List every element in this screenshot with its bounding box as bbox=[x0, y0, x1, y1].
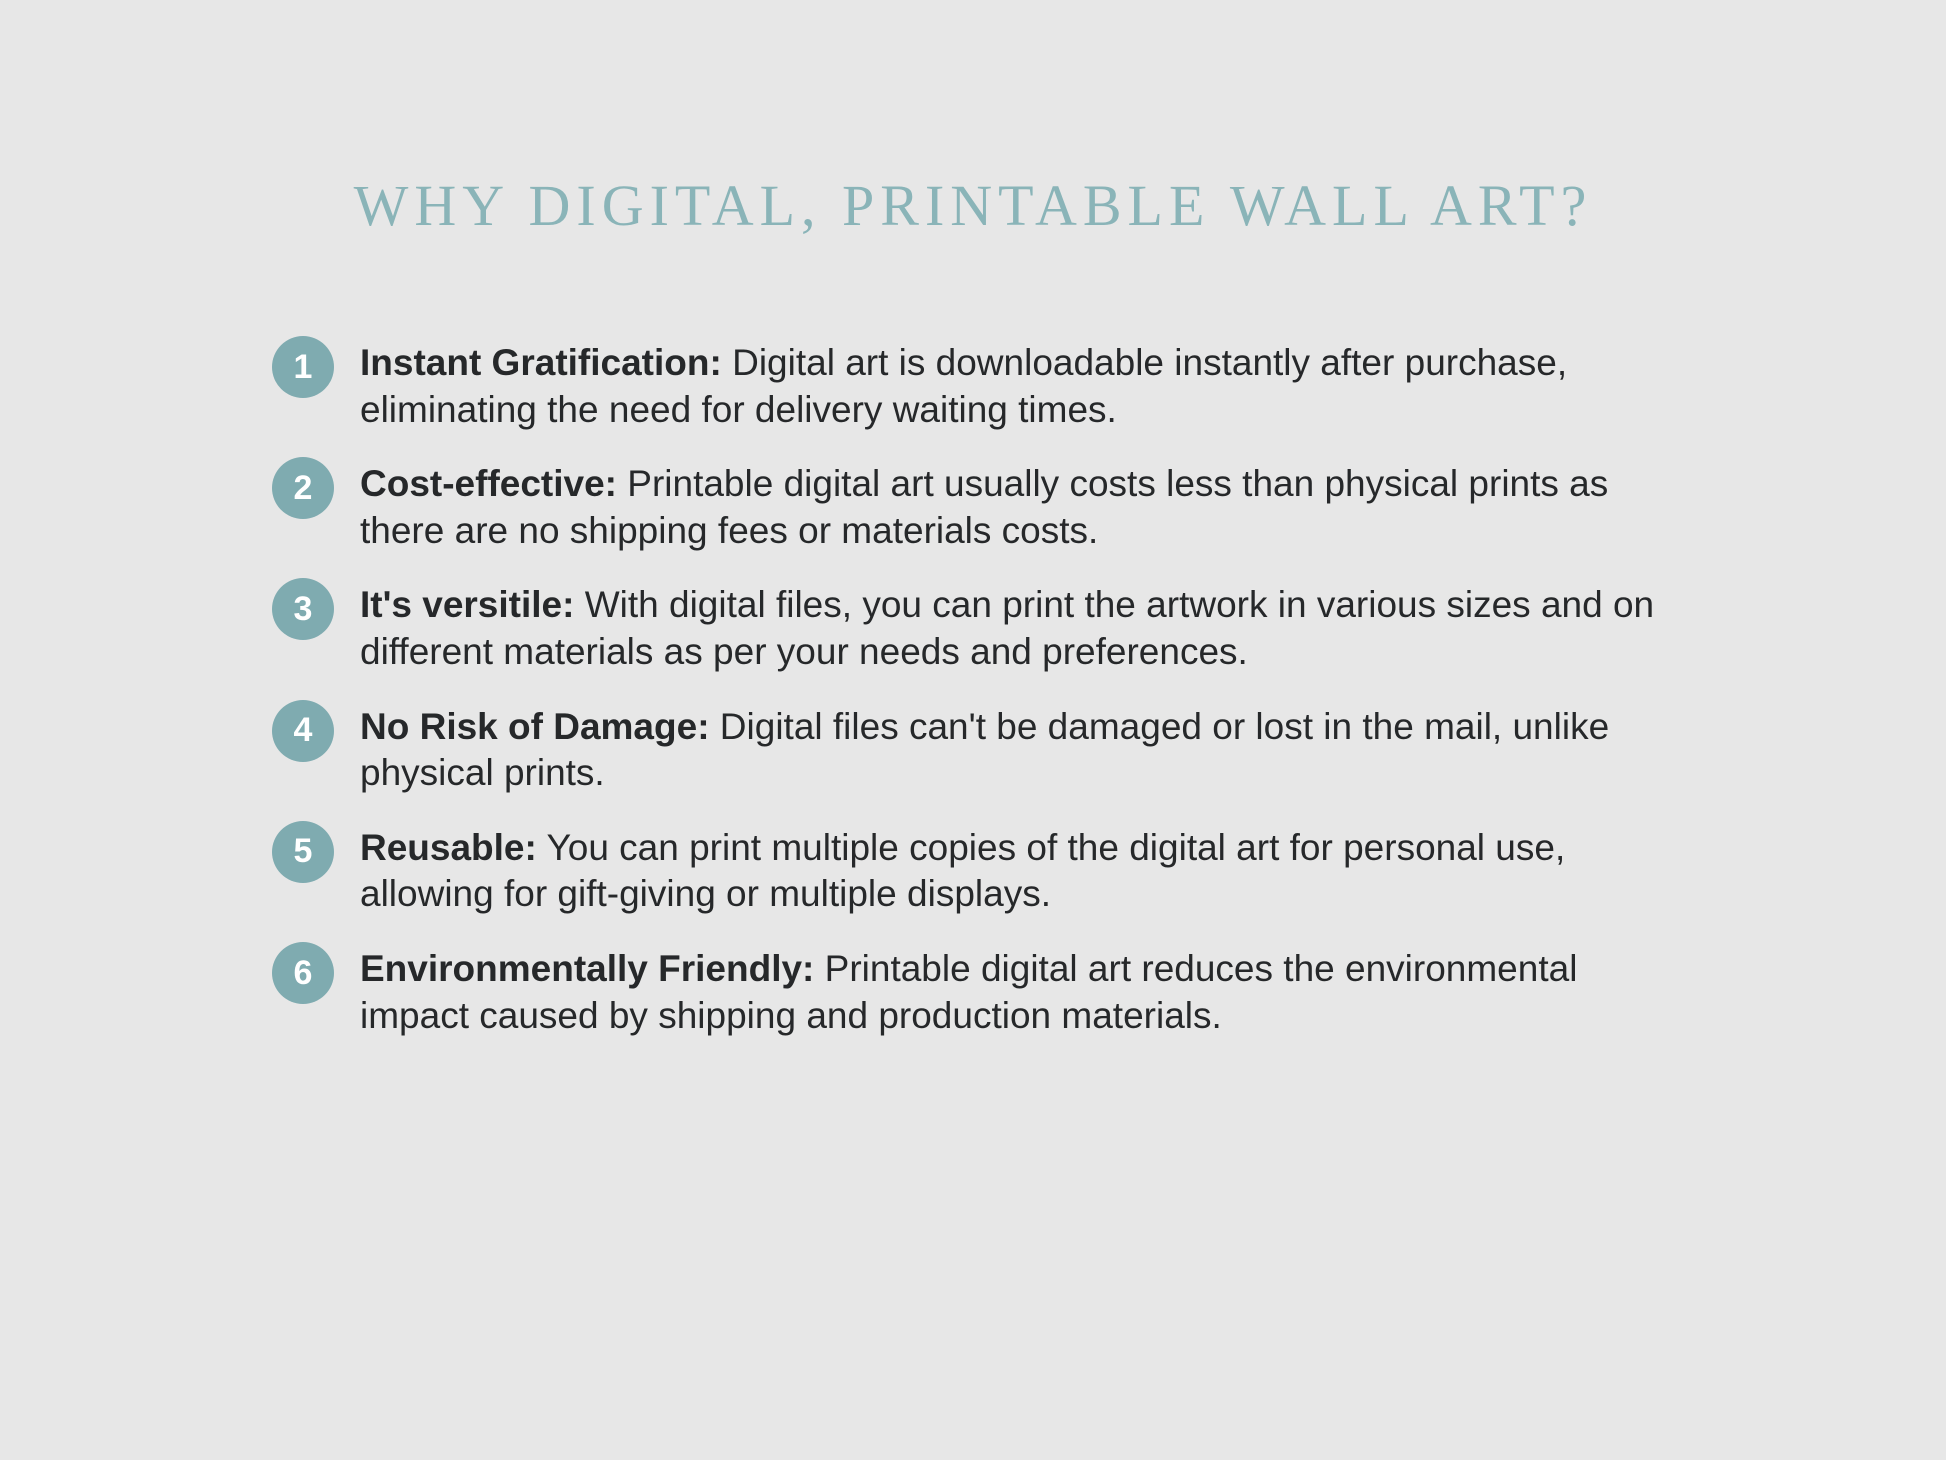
item-body: Printable digital art usually costs less than physical prints as there are no shipping fees or materials costs. bbox=[360, 463, 1609, 551]
page-title: WHY DIGITAL, PRINTABLE WALL ART? bbox=[353, 173, 1593, 238]
item-heading: Cost-effective: bbox=[360, 463, 617, 505]
item-body: Printable digital art reduces the environmental impact caused by shipping and production materials. bbox=[360, 948, 1578, 1036]
item-number-badge: 1 bbox=[272, 336, 334, 398]
item-number-badge: 3 bbox=[272, 578, 334, 640]
item-body: You can print multiple copies of the digital art for personal use, allowing for gift-giving or multiple displays. bbox=[360, 826, 1566, 915]
item-number-badge: 2 bbox=[272, 457, 334, 519]
item-number-badge: 5 bbox=[272, 821, 334, 883]
benefits-list bbox=[272, 340, 1672, 1067]
item-heading: It's versitile: bbox=[360, 584, 575, 626]
item-text bbox=[360, 704, 1672, 797]
item-number-badge: 6 bbox=[272, 942, 334, 1004]
item-text bbox=[360, 582, 1672, 675]
item-text bbox=[360, 946, 1672, 1039]
item-heading: Instant Gratification: bbox=[360, 342, 722, 383]
item-text bbox=[360, 461, 1672, 554]
item-body: Digital art is downloadable instantly after purchase, eliminating the need for delivery waiting times. bbox=[360, 342, 1568, 430]
item-text bbox=[360, 340, 1672, 433]
item-heading: Reusable: bbox=[360, 826, 537, 868]
item-body: Digital files can't be damaged or lost in the mail, unlike physical prints. bbox=[360, 705, 1610, 794]
list-item bbox=[272, 340, 1672, 433]
item-heading: Environmentally Friendly: bbox=[360, 948, 815, 990]
list-item bbox=[272, 582, 1672, 675]
item-body: With digital files, you can print the artwork in various sizes and on different materials as per your needs and preferences. bbox=[360, 584, 1655, 673]
item-number-badge: 4 bbox=[272, 700, 334, 762]
item-text bbox=[360, 825, 1672, 918]
item-heading: No Risk of Damage: bbox=[360, 705, 710, 747]
list-item bbox=[272, 704, 1672, 797]
list-item bbox=[272, 946, 1672, 1039]
list-item bbox=[272, 461, 1672, 554]
list-item bbox=[272, 825, 1672, 918]
